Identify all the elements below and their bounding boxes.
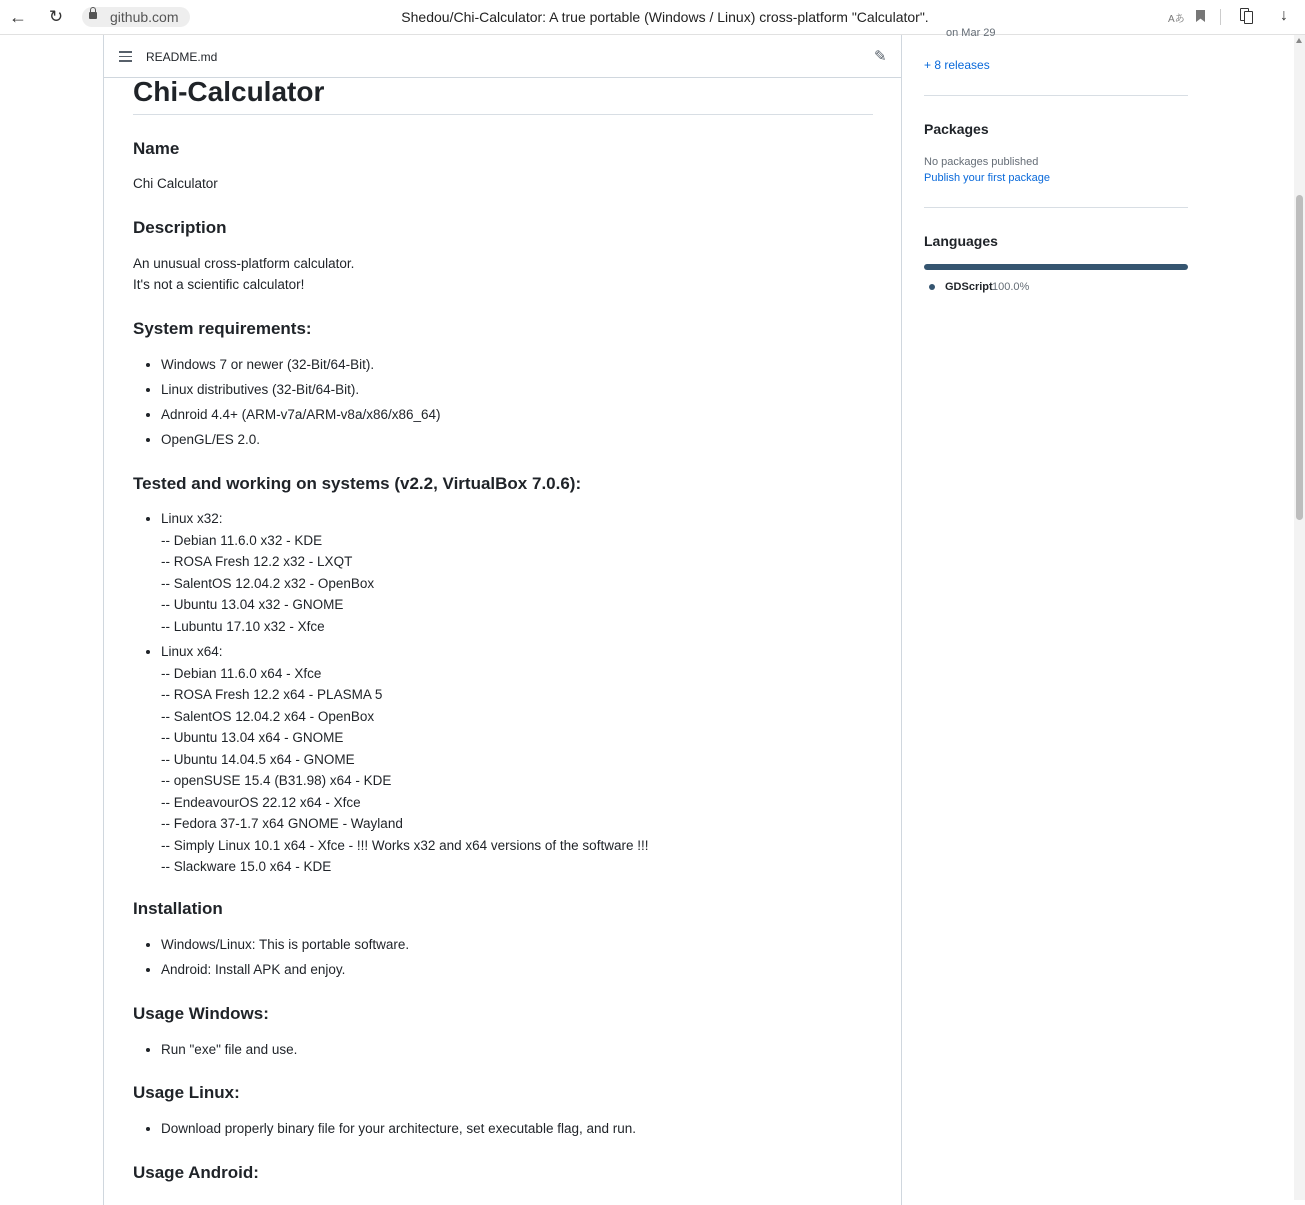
heading-usage-windows: Usage Windows: <box>133 1004 269 1023</box>
scrollbar-thumb[interactable] <box>1296 195 1303 520</box>
toolbar-divider <box>1220 9 1221 25</box>
reload-icon[interactable]: ↻ <box>48 7 64 26</box>
tested-x64-entry: -- Debian 11.6.0 x64 - Xfce <box>161 665 322 681</box>
releases-link[interactable]: + 8 releases <box>924 58 990 72</box>
tested-x64-entry: -- Fedora 37-1.7 x64 GNOME - Wayland <box>161 816 403 831</box>
tested-x64-entry: -- Ubuntu 13.04 x64 - GNOME <box>161 730 344 745</box>
list-item: • Adnroid 4.4+ (ARM-v7a/ARM-v8a/x86/x86_64) <box>161 404 441 425</box>
list-item: • Linux distributives (32-Bit/64-Bit). <box>161 379 441 400</box>
tested-x64-entry: -- EndeavourOS 22.12 x64 - Xfce <box>161 794 361 810</box>
bookmark-icon[interactable] <box>1196 10 1205 22</box>
tested-x64-entry: -- Slackware 15.0 x64 - KDE <box>161 859 332 874</box>
collections-icon[interactable] <box>1240 8 1254 24</box>
lock-icon <box>89 11 97 20</box>
outline-list-icon[interactable] <box>119 51 132 62</box>
list-item: • Run "exe" file and use. <box>161 1039 297 1060</box>
heading-requirements: System requirements: <box>133 319 312 338</box>
browser-toolbar <box>0 0 1305 35</box>
list-item <box>161 641 648 878</box>
description-line-2: It's not a scientific calculator! <box>133 277 305 292</box>
heading-name: Name <box>133 139 180 158</box>
tested-x64-entry: -- ROSA Fresh 12.2 x64 - PLASMA 5 <box>161 687 383 702</box>
language-name[interactable]: GDScript <box>945 281 993 293</box>
heading-usage-linux: Usage Linux: <box>133 1083 240 1102</box>
language-percent: 100.0% <box>992 281 1030 293</box>
tested-x32-label: • Linux x32: <box>161 511 223 526</box>
scroll-up-arrow-icon[interactable] <box>1296 38 1302 43</box>
tested-x32-entry: -- ROSA Fresh 12.2 x32 - LXQT <box>161 554 353 569</box>
tested-x64-entry: -- openSUSE 15.4 (B31.98) x64 - KDE <box>161 773 392 788</box>
tested-x32-entry: -- Debian 11.6.0 x32 - KDE <box>161 532 323 548</box>
description-line-1: An unusual cross-platform calculator. <box>133 256 355 271</box>
download-icon[interactable]: ↓ <box>1280 7 1288 24</box>
list-item: • Download properly binary file for your architecture, set executable flag, and run. <box>161 1118 636 1139</box>
translate-icon[interactable]: Aあ <box>1168 14 1185 25</box>
tested-x64-entry: -- SalentOS 12.04.2 x64 - OpenBox <box>161 708 375 724</box>
installation-list <box>133 934 409 984</box>
address-domain: github.com <box>110 9 179 25</box>
list-item: • OpenGL/ES 2.0. <box>161 429 441 450</box>
tested-x64-entry: -- Ubuntu 14.04.5 x64 - GNOME <box>161 751 355 767</box>
release-date: on Mar 29 <box>946 27 996 39</box>
heading-installation: Installation <box>133 899 223 918</box>
sidebar-divider <box>924 95 1188 96</box>
usage-linux-list <box>133 1118 636 1143</box>
tested-x32-entry: -- SalentOS 12.04.2 x32 - OpenBox <box>161 575 375 591</box>
edit-pencil-icon[interactable]: ✎ <box>874 48 887 65</box>
readme-panel <box>103 35 902 1205</box>
readme-header <box>104 35 901 78</box>
readme-title: Chi-Calculator <box>133 76 325 107</box>
sidebar-divider <box>924 207 1188 208</box>
readme-filename: README.md <box>146 50 218 64</box>
list-item: • Android: Install APK and enjoy. <box>161 959 409 980</box>
languages-heading: Languages <box>924 233 998 249</box>
tested-x64-label: • Linux x64: <box>161 644 223 659</box>
usage-windows-list <box>133 1039 297 1064</box>
heading-usage-android: Usage Android: <box>133 1163 259 1182</box>
back-arrow-icon[interactable]: ← <box>9 7 27 27</box>
packages-heading[interactable]: Packages <box>924 121 989 137</box>
language-color-dot <box>929 284 935 290</box>
page-scrollbar[interactable] <box>1294 35 1305 1200</box>
address-bar[interactable] <box>82 7 190 27</box>
title-divider <box>133 114 873 115</box>
page-title: Shedou/Chi-Calculator: A true portable (Windows / Linux) cross-platform "Calculator". <box>401 9 929 25</box>
list-item <box>161 508 648 637</box>
list-item: • Windows/Linux: This is portable software. <box>161 934 409 955</box>
tested-list <box>133 508 648 882</box>
language-bar <box>924 264 1188 270</box>
tested-x64-entry: -- Simply Linux 10.1 x64 - Xfce - !!! Works x32 and x64 versions of the software !!! <box>161 837 649 853</box>
publish-package-link[interactable]: Publish your first package <box>924 172 1050 184</box>
packages-empty-text: No packages published <box>924 156 1039 168</box>
name-text: Chi Calculator <box>133 176 218 191</box>
heading-description: Description <box>133 218 227 237</box>
heading-tested: Tested and working on systems (v2.2, VirtualBox 7.0.6): <box>133 474 582 493</box>
tested-x32-entry: -- Lubuntu 17.10 x32 - Xfce <box>161 618 325 634</box>
tested-x32-entry: -- Ubuntu 13.04 x32 - GNOME <box>161 597 344 612</box>
requirements-list <box>133 354 441 454</box>
list-item: • Windows 7 or newer (32-Bit/64-Bit). <box>161 354 441 375</box>
